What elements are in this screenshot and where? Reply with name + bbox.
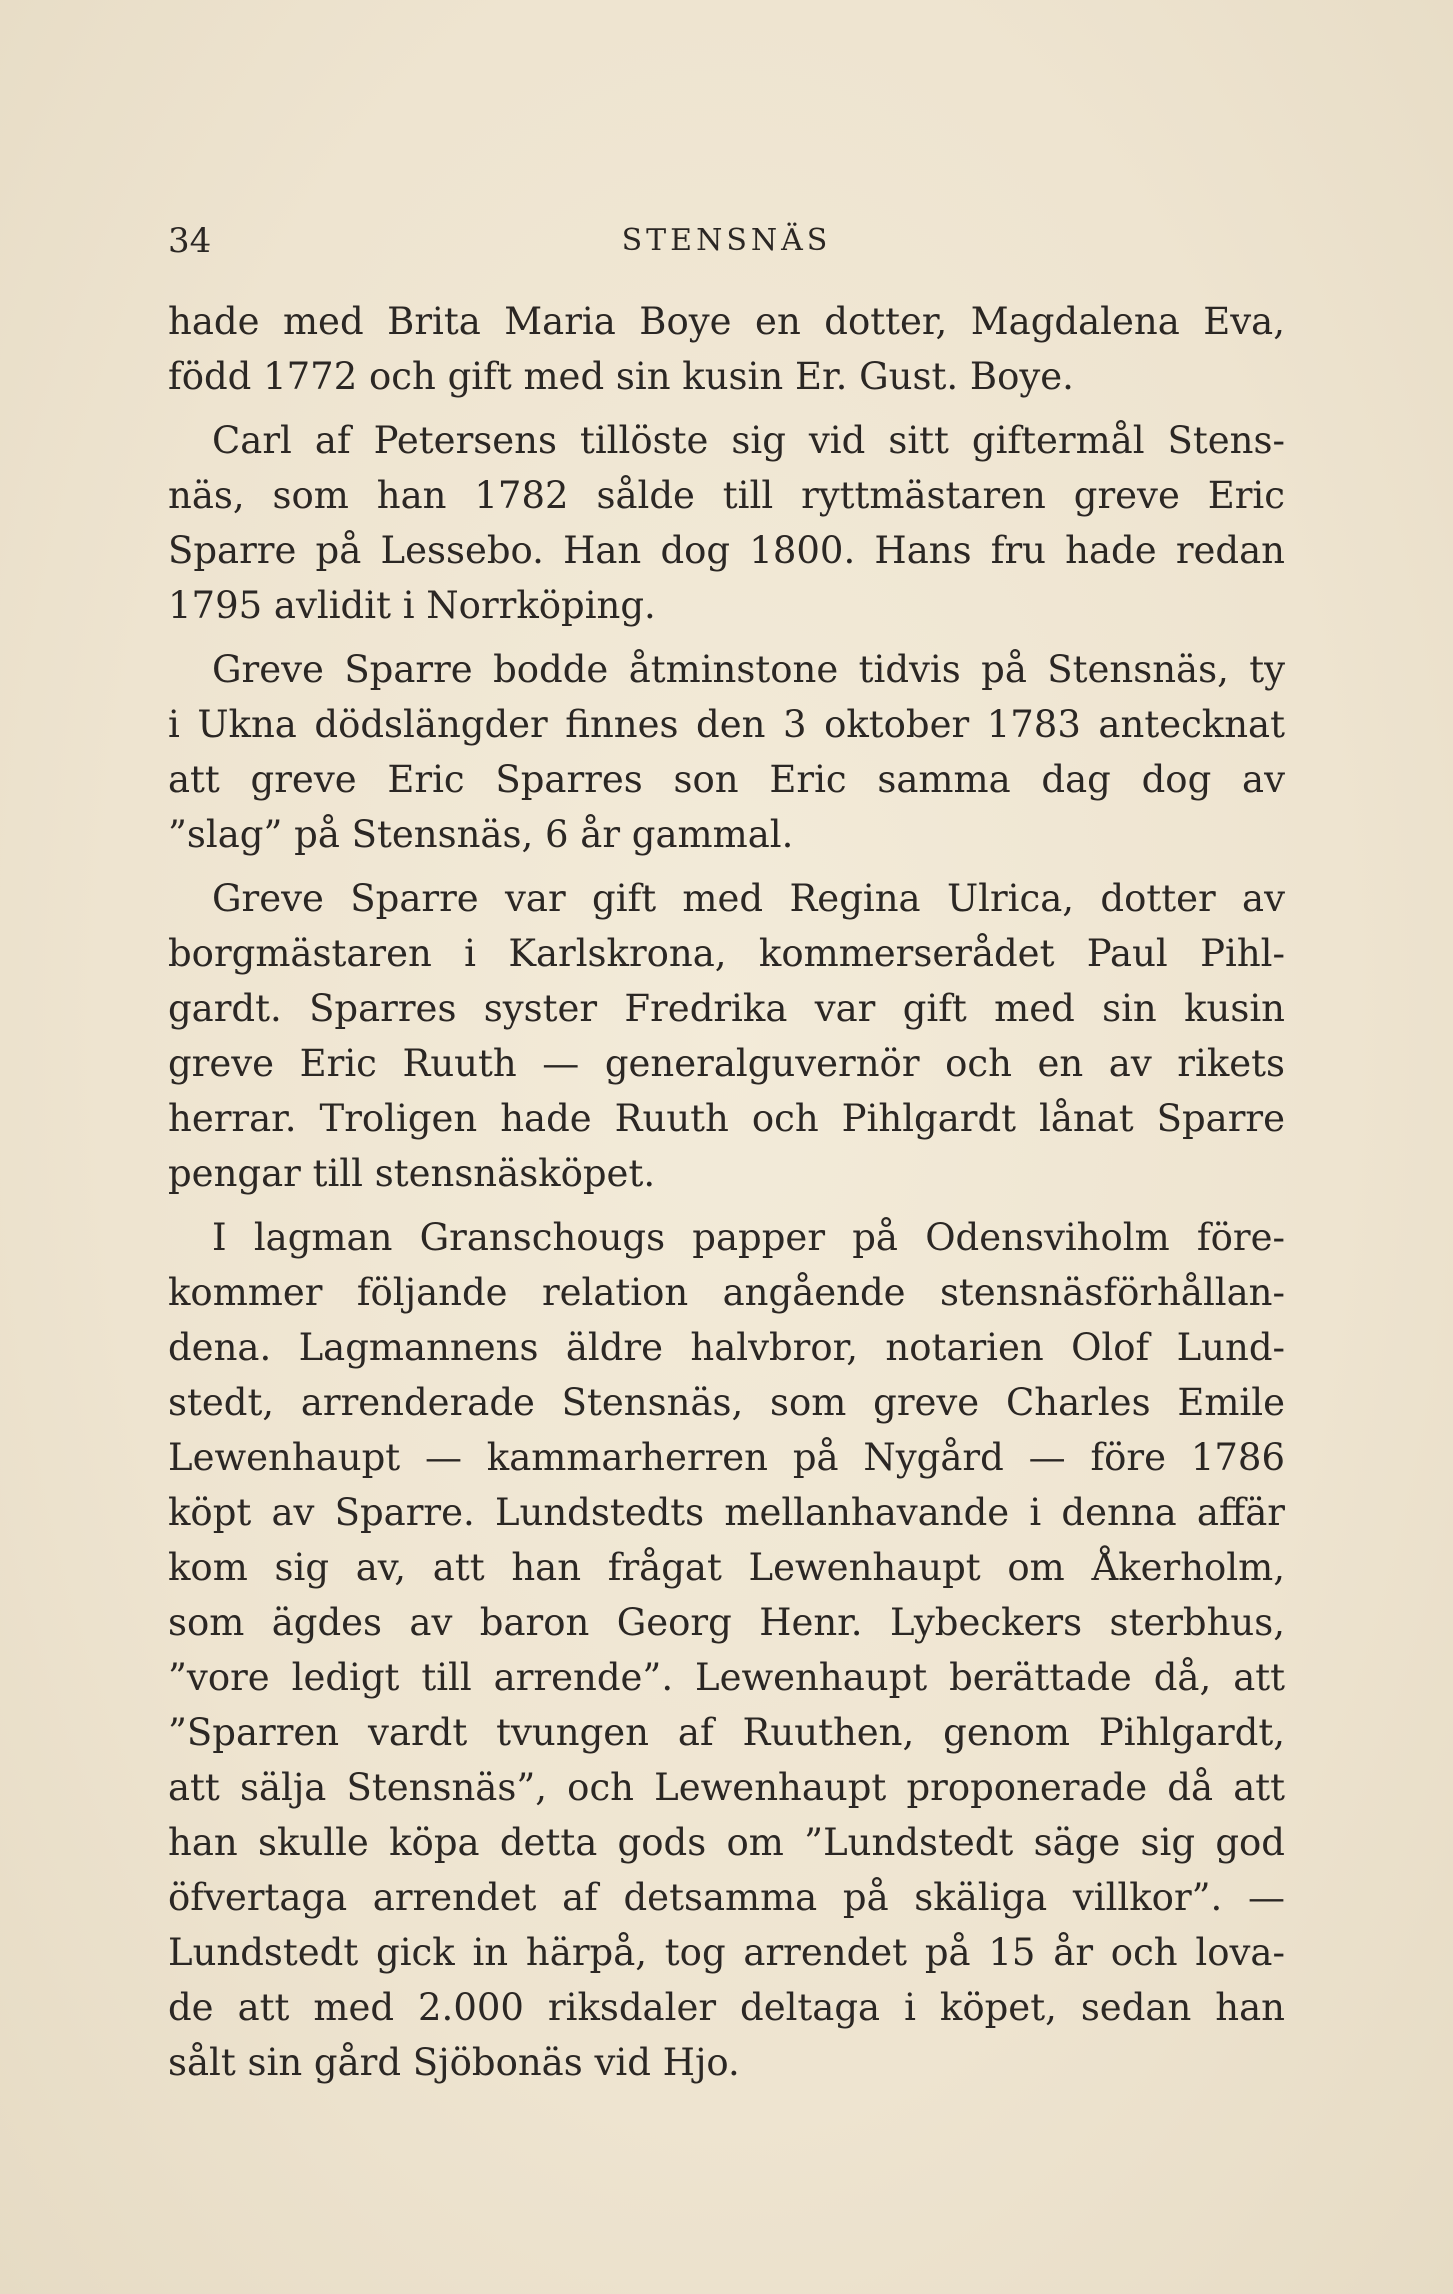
running-title: STENSNÄS	[621, 223, 832, 258]
text-line: borgmästaren i Karlskrona, kommerserådet Paul Pihl-	[168, 932, 1285, 975]
paragraph	[168, 871, 1285, 1201]
text-line: ”Sparren vardt tvungen af Ruuthen, genom Pihlgardt,	[168, 1711, 1285, 1754]
text-line: Greve Sparre bodde åtminstone tidvis på Stensnäs, ty	[212, 648, 1285, 691]
text-line: sålt sin gård Sjöbonäs vid Hjo.	[168, 2041, 740, 2084]
text-line: ”slag” på Stensnäs, 6 år gammal.	[168, 813, 794, 856]
page-number: 34	[168, 221, 212, 261]
paragraph	[168, 642, 1285, 862]
body-text	[168, 294, 1285, 2099]
text-line: de att med 2.000 riksdaler deltaga i köpet, sedan han	[168, 1986, 1285, 2029]
text-line: greve Eric Ruuth — generalguvernör och en av rikets	[168, 1042, 1285, 1085]
text-line: ”vore ledigt till arrende”. Lewenhaupt berättade då, att	[168, 1656, 1285, 1699]
text-line: kom sig av, att han frågat Lewenhaupt om Åkerholm,	[168, 1546, 1285, 1589]
text-line: 1795 avlidit i Norrköping.	[168, 584, 656, 627]
text-line: herrar. Troligen hade Ruuth och Pihlgardt lånat Sparre	[168, 1097, 1285, 1140]
text-line: Sparre på Lessebo. Han dog 1800. Hans fru hade redan	[168, 529, 1285, 572]
text-line: Lewenhaupt — kammarherren på Nygård — före 1786	[168, 1436, 1285, 1479]
text-line: gardt. Sparres syster Fredrika var gift med sin kusin	[168, 987, 1285, 1030]
text-line: öfvertaga arrendet af detsamma på skäliga villkor”. —	[168, 1876, 1285, 1919]
text-line: kommer följande relation angående stensnäsförhållan-	[168, 1271, 1285, 1314]
running-head	[168, 216, 1285, 266]
text-line: Lundstedt gick in härpå, tog arrendet på 15 år och lova-	[168, 1931, 1285, 1974]
text-line: köpt av Sparre. Lundstedts mellanhavande i denna affär	[168, 1491, 1285, 1534]
text-line: född 1772 och gift med sin kusin Er. Gust. Boye.	[168, 355, 1074, 398]
text-line: att greve Eric Sparres son Eric samma dag dog av	[168, 758, 1285, 801]
paragraph	[168, 413, 1285, 633]
text-line: stedt, arrenderade Stensnäs, som greve Charles Emile	[168, 1381, 1285, 1424]
paragraph	[168, 1210, 1285, 2090]
text-line: Carl af Petersens tillöste sig vid sitt giftermål Stens-	[212, 419, 1285, 462]
text-line: näs, som han 1782 sålde till ryttmästaren greve Eric	[168, 474, 1285, 517]
text-line: hade med Brita Maria Boye en dotter, Magdalena Eva,	[168, 300, 1285, 343]
text-line: Greve Sparre var gift med Regina Ulrica, dotter av	[212, 877, 1285, 920]
text-line: I lagman Granschougs papper på Odensviholm före-	[212, 1216, 1285, 1259]
text-line: att sälja Stensnäs”, och Lewenhaupt proponerade då att	[168, 1766, 1285, 1809]
text-line: som ägdes av baron Georg Henr. Lybeckers sterbhus,	[168, 1601, 1285, 1644]
text-line: i Ukna dödslängder finnes den 3 oktober 1783 antecknat	[168, 703, 1285, 746]
text-line: han skulle köpa detta gods om ”Lundstedt säge sig god	[168, 1821, 1285, 1864]
paragraph	[168, 294, 1285, 404]
text-line: dena. Lagmannens äldre halvbror, notarien Olof Lund-	[168, 1326, 1285, 1369]
text-line: pengar till stensnäsköpet.	[168, 1152, 656, 1195]
